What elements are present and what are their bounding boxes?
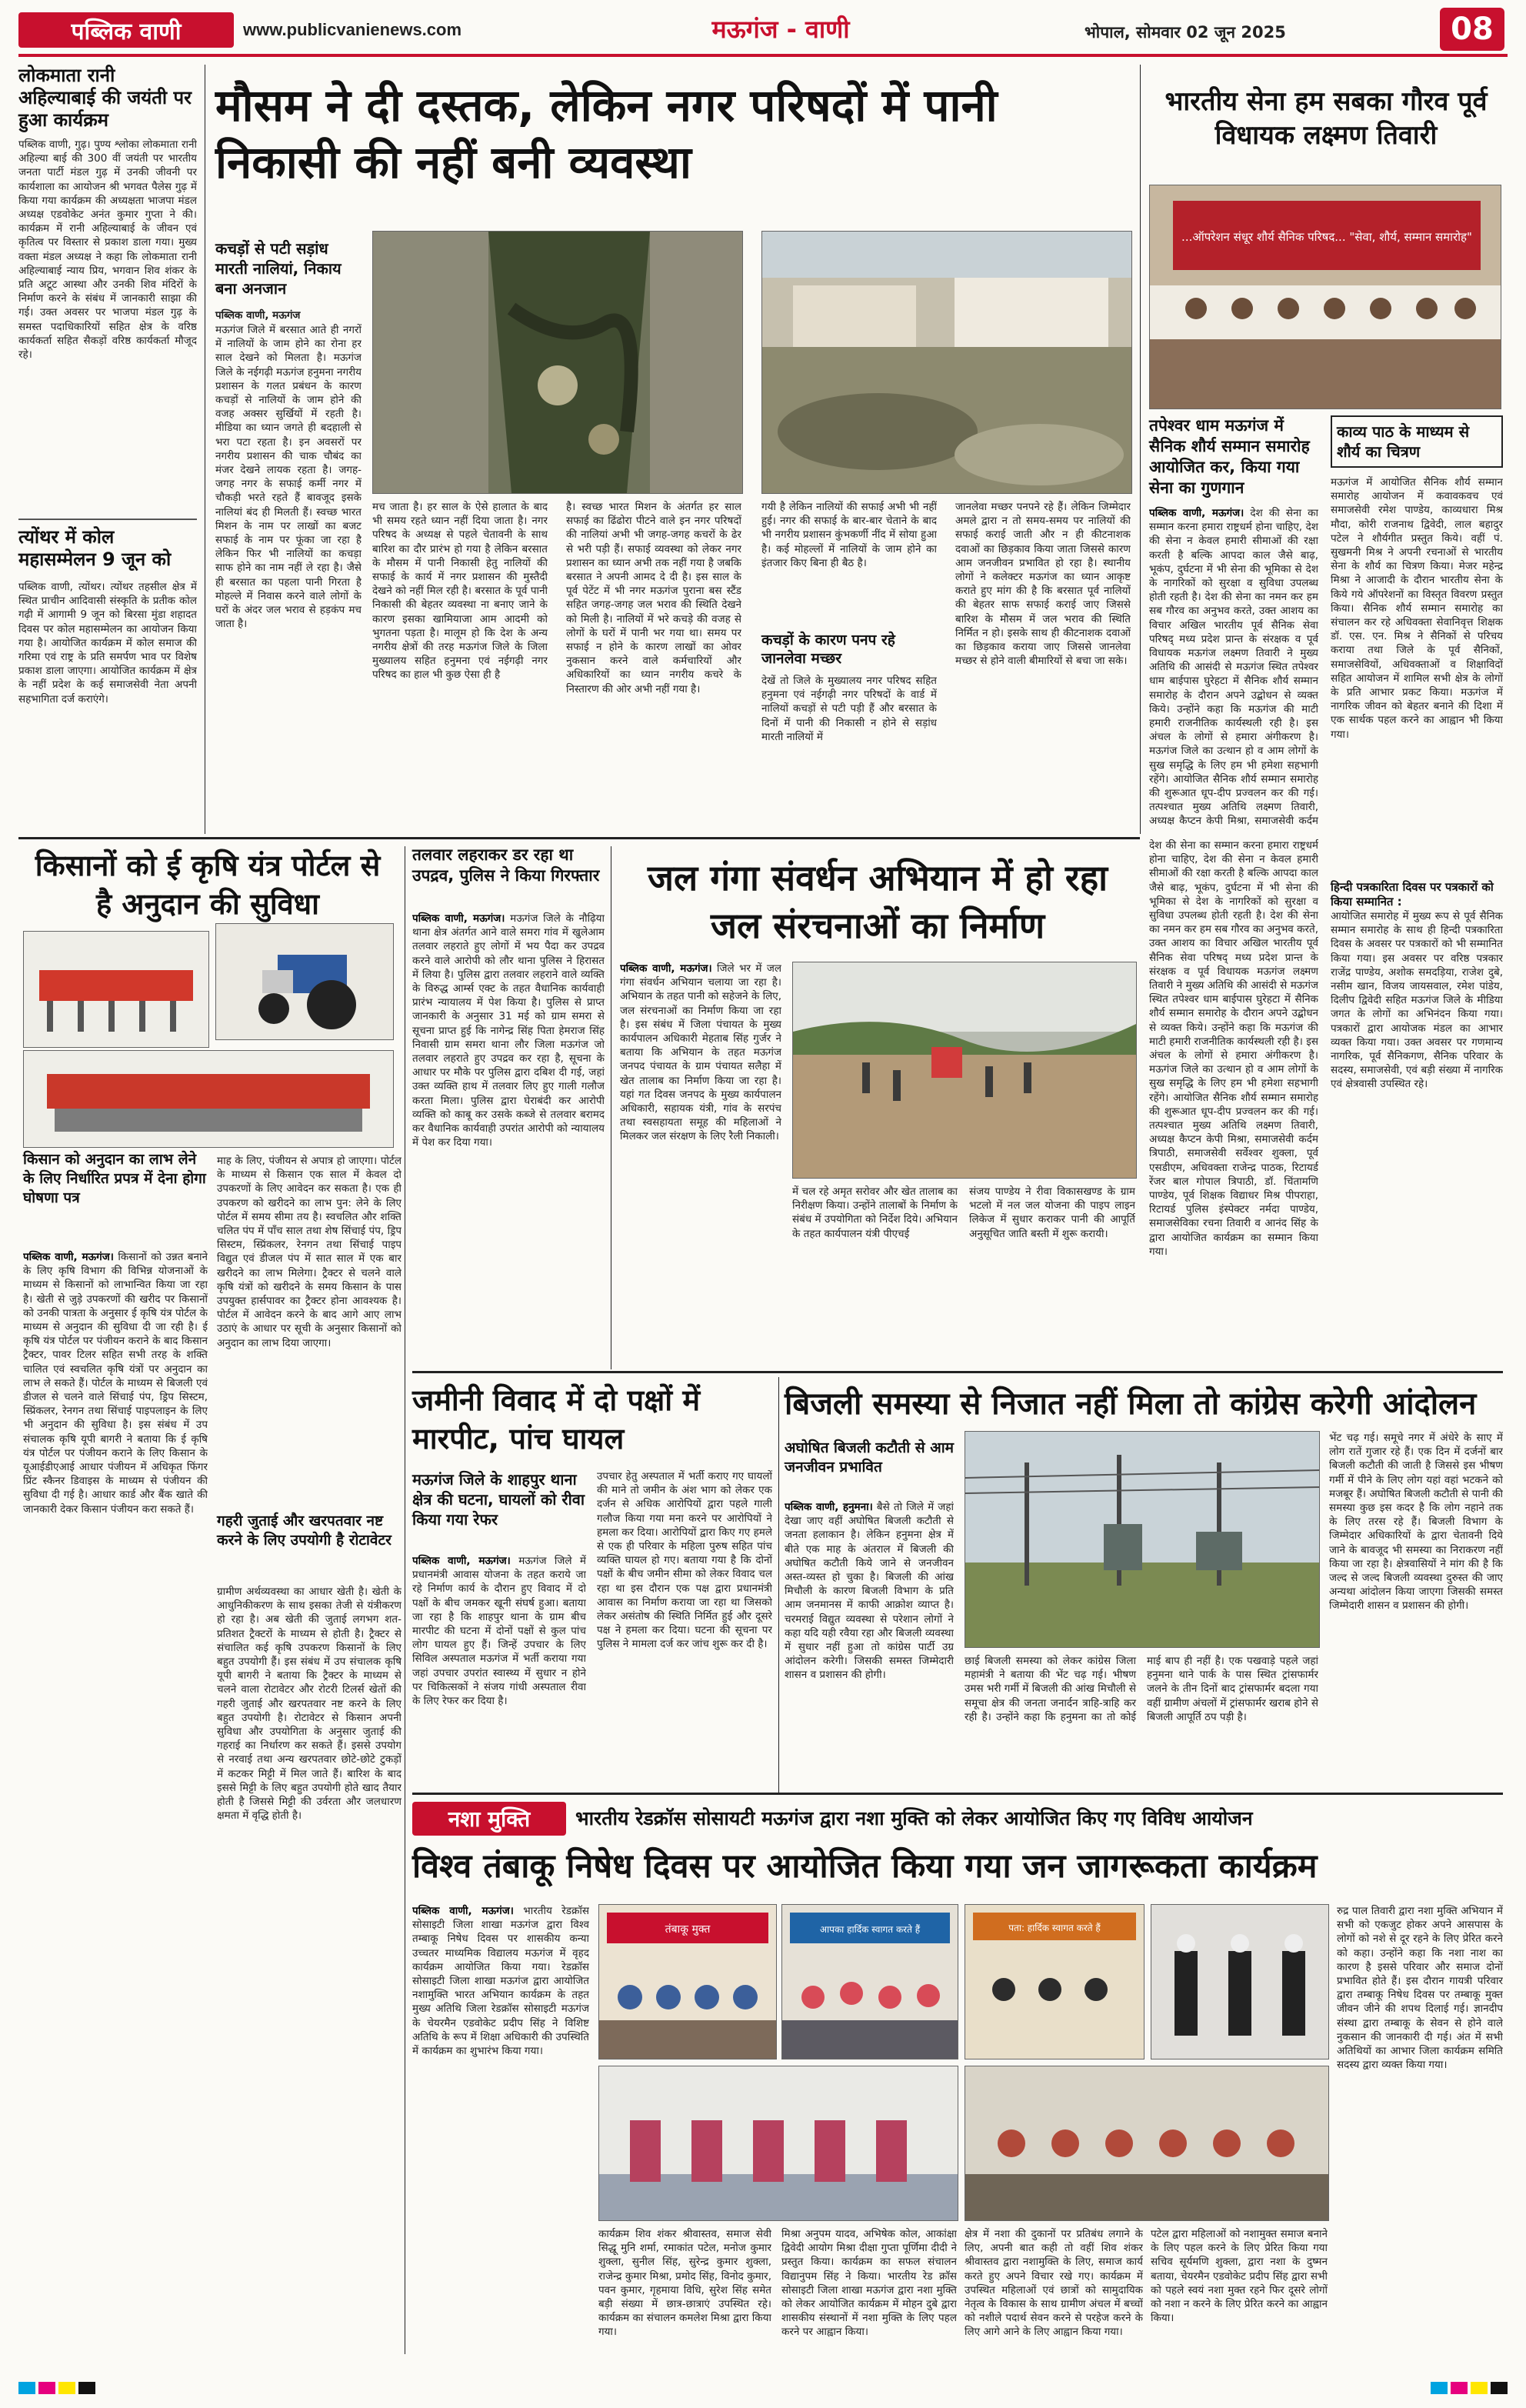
army-byline: पब्लिक वाणी, मऊगंज। (1149, 507, 1244, 519)
land-body-2: उपचार हेतु अस्पताल में भर्ती कराए गए घायलों की माने तो जमीन के अंश भाग को लेकर एक दर्जन से अधिक आरोपियों द्वारा पहले गाली गलौज किया गया मना करने पर आरोपियों ने हमला कर दिया। आरोपियों द्वारा किए गए हमले से एक ही परिवार के महिला पुरुष सहित पांच व्यक्ति घायल हो गए। बताया गया है कि दोनों पक्षों के बीच जमीन सीमा को लेकर विवाद चल रहा था इस दौरान एक पक्ष द्वारा प्रधानमंत्री आवास का निर्माण कराया जा रहा था जिसको लेकर असंतोष की स्थिति निर्मित हुई और दूसरे पक्ष ने हमला कर दिया। घटना की सूचना पर पुलिस ने मामला दर्ज कर जांच शुरू कर दी है। (597, 1470, 772, 1651)
lead-col-2: मच जाता है। हर साल के ऐसे हालात के बाद भी समय रहते ध्यान नहीं दिया जाता है। नगर परिषद के अध्यक्ष से पहले चेतावनी के साथ बारिश का दौर प्रारंभ हो गया है लेकिन बरसात के मौसम में पानी निकासी हेतु नालियों की सफाई के कार्य में नगर प्रशासन की मुस्तैदी देखने को नहीं मिल रही है। बरसात के पूर्व पानी निकासी की बेहतर व्यवस्था ना बनाए जाने के कारण इसका खामियाजा आम आदमी को भुगतना पड़ता है। मालूम हो कि देश के अन्य नगरीय क्षेत्रों की तरह मऊगंज जिले के जिला मुख्यालय सहित हनुमना एवं नईगढ़ी नगर परिषद का हाल भी कुछ ऐसा ही है (372, 501, 548, 682)
story-body: पब्लिक वाणी, गुढ़। पुण्य श्लोका लोकमाता रानी अहिल्या बाई की 300 वीं जयंती पर भारतीय जनता पार्टी मंडल गुढ़ में उनकी जीवनी पर कार्यशाला का आयोजन श्री भगवत पैलेस गुढ़ में किया गया कार्यक्रम की अध्यक्षता भाजपा मंडल अध्यक्ष एडवोकेट अनंत कुमार गुप्ता ने की। कार्यक्रम में रानी अहिल्याबाई के जीवन एवं कृतित्व पर विस्तार से प्रकाश डाला गया। मुख्य वक्ता मंडल अध्यक्ष ने कहा कि लोकमाता रानी अहिल्याबाई न्याय प्रिय, भगवान शिव शंकर के प्रति अटूट आस्था और उनकी शिव मंदिरों के निर्माण करने के संबंध में जानकारी साझा की गई। उक्त अवसर पर भाजपा मंडल गुढ़ के समस्त पदाधिकारियों सहित क्षेत्र के वरिष्ठ कार्यकर्ता सहित सैकड़ों वरिष्ठ कार्यकर्ता मौजूद रहे। (18, 138, 197, 362)
krishi-body-2: माह के लिए, पंजीयन से अपात्र हो जाएगा। पोर्टल के माध्यम से किसान एक साल में केवल दो उपकरणों के लिए आवेदन कर सकता है। एक ही उपकरण को खरीदने का लाभ पुन: लेने के लिए पोर्टल में समय सीमा तय है। स्वचलित और शक्ति चलित पंप में पाँच साल तथा शेष सिंचाई पंप, ड्रिप सिस्टम, स्प्रिंकलर, रेनगन तथा सिंचाई पाइप विद्युत एवं डीजल पंप में सात साल में एक बार खरीदने का लाभ मिलेगा। ट्रैक्टर से चलने वाले कृषि यंत्रों को खरीदने के समय किसान के पास उपयुक्त हार्सपावर का ट्रैक्टर होना आवश्यक है। पोर्टल में आवेदन करने के बाद आगे आए लाभ उठाएं के आधार पर सूची के अनुसार किसानों को अनुदान का लाभ दिया जाएगा। (217, 1155, 401, 1349)
jal-body-3: संजय पाण्डेय ने रीवा विकासखण्ड के ग्राम भटलो में नल जल योजना की पाइप लाइन लिकेज में सुधार कराकर पानी की आपूर्ति अनुसूचित जाति बस्ती में शुरू करायी। (969, 1186, 1135, 1240)
army-headline: भारतीय सेना हम सबका गौरव पूर्व विधायक लक्ष्मण तिवारी (1164, 86, 1488, 151)
sword-byline: पब्लिक वाणी, मऊगंज। (412, 912, 505, 925)
army-kicker: तपेश्वर धाम मऊगंज में सैनिक शौर्य सम्मान समारोह आयोजित कर, किया गया सेना का गुणगान (1149, 416, 1310, 497)
lead-col-1: मऊगंज जिले में बरसात आते ही नगरों में नालियों के जाम होने का रोना हर साल देखने को मिलता है। मऊगंज जिले के नईगढ़ी मऊगंज हनुमना नगरीय प्रशासन के गलत प्रबंधन के कारण कचड़ों से नालियों के जाम होने की वजह अक्सर सुर्खियों में रहती है। मीडिया का ध्यान जगते ही बदहाली से भरा पटा रहता है। इन अवसरों पर नगरीय प्रशासन की चाक चौबंद का मंजर देखने लायक रहता है। जगह-जगह नगर के सफाई कर्मी नगर में चौकड़ी भरते रहते हैं बावजूद इसके नालियां बंद ही मिलती हैं। स्वच्छ भारत मिशन के नाम पर लाखों का बजट सफाई के नाम पर फूंका जा रहा है लेकिन फिर भी नालियों का कचड़ा साफ होने का नाम नहीं ले रहा है। जैसे ही बरसात का पहला पानी गिरता है मोहल्ले में निवास करने वाले लोगों के घरों के अंदर जल भराव से हड़कंप मच जाता है। (215, 324, 362, 631)
cmyk-marks-right (1431, 2382, 1511, 2397)
nasha-body-3: मिश्रा अनुपम यादव, अभिषेक कोल, आकांक्षा द्विवेदी आयोग मिश्रा दीक्षा गुप्ता पूर्णिमा दीदी ने प्रस्तुत किया। कार्यक्रम का सफल संचालन विद्यानुपम सिंह ने किया। भारतीय रेड क्रॉस सोसाइटी जिला शाखा मऊगंज द्वारा नशा मुक्ति को लेकर आयोजित कार्यक्रम में मोहन दुबे द्वारा शासकीय संस्थानों में नशा मुक्ति के लिए पहल करने पर आह्वान किया। (781, 2228, 957, 2339)
jal-body-2: में चल रहे अमृत सरोवर और खेत तालाब का निरीक्षण किया। उन्होंने तालाबों के निर्माण के संबंध में उपयोगिता को निर्देश दिये। अभियान के तहत कार्यपालन यंत्री पीएचई (792, 1186, 958, 1240)
lead-headline: मौसम ने दी दस्तक, लेकिन नगर परिषदों में पानी निकासी की नहीं बनी व्यवस्था (215, 79, 998, 188)
lead-kicker: कचड़ों से पटी सड़ांध मारती नालियां, निकाय बना अनजान (215, 239, 342, 298)
nasha-byline: पब्लिक वाणी, मऊगंज। (412, 1905, 514, 1917)
cmyk-marks (18, 2382, 98, 2397)
krishi-subhead: गहरी जुताई और खरपतवार नष्ट करने के लिए उपयोगी है रोटावेटर (217, 1513, 391, 1549)
lead-col-3: है। स्वच्छ भारत मिशन के अंतर्गत हर साल सफाई का ढिंढोरा पीटने वाले इन नगर परिषदों की नालियां अभी भी जगह-जगह कचरों के ढेर से भरी पड़ी हैं। सफाई व्यवस्था को लेकर नगर प्रशासन का ध्यान अभी तक नहीं गया है जबकि बरसात ने अपनी आमद दे दी है। इस साल के पूर्व पेटेंट में भी नगर मऊगंज पुराना बस स्टैंड सहित जगह-जगह जल भराव की स्थिति देखने को मिली है। नालियों में भरे कचड़े की वजह से लोगों के घरों में पानी भर गया था। समय पर सफाई न होने के कारण लाखों का ओवर नुकसान करने वाले कर्मचारियों और अधिकारियों का ध्यान नगरीय कचरे के निस्तारण की ओर अभी नहीं गया है। (566, 501, 741, 695)
land-body-1-text: मऊगंज जिले में प्रधानमंत्री आवास योजना के तहत कराये जा रहे निर्माण कार्य के दौरान हुए विवाद में दो पक्षों के बीच जमकर खूनी संघर्ष हुआ। बताया जा रहा है कि शाहपुर थाना के ग्राम बीच मारपीट की घटना में दोनों पक्षों से कुल पांच लोग घायल हुए हैं। जिन्हें उपचार के लिए सिविल अस्पताल मऊगंज में भर्ती कराया गया जहां उपचार उपरांत स्वास्थ्य में सुधार न होने पर चिकित्सकों ने संजय गांधी अस्पताल रीवा के लिए रेफर कर दिया है। (412, 1555, 586, 1708)
photo-2-banner: आपका हार्दिक स्वागत करते हैं (819, 1924, 921, 1935)
lead-subhead: कचड़ों के कारण पनप रहे जानलेवा मच्छर (761, 632, 895, 667)
cmyk-black (78, 2382, 95, 2394)
krishi-photo-tractor (215, 923, 394, 1040)
col-divider (778, 1377, 779, 1793)
army-col-2 (1331, 415, 1503, 1508)
garbage-photo-art (762, 232, 1131, 493)
cmyk-yellow (1471, 2382, 1488, 2394)
nasha-body-2: कार्यक्रम शिव शंकर श्रीवास्तव, समाज सेवी सिद्धू मुनि शर्मा, रमाकांत पटेल, मनोज कुमार शुक्ला, सुनील सिंह, सुरेन्द्र कुमार शुक्ला, राजेन्द्र कुमार मिश्रा, प्रमोद सिंह, विनोद कुमार, पवन कुमार, गृहमाया विधि, सुरेश सिंह समेत बड़ी संख्या में छात्र-छात्राएं उपस्थित रहे। कार्यक्रम का संचालन कमलेश मिश्रा द्वारा किया गया। (598, 2228, 771, 2339)
cmyk-cyan (1431, 2382, 1448, 2394)
bijli-body-2: छाई बिजली समस्या को लेकर कांग्रेस जिला महामंत्री ने बताया की भेंट चढ़ गई। भीषण उमस भरी गर्मी में बिजली की आंख मिचौली से समूचा क्षेत्र की जनता जनार्दन त्राहि-त्राहि कर रही है। उन्होंने कहा कि हनुमना का तो कोई माई बाप ही नहीं है। एक पखवाड़े पहले जहां हनुमना थाने पार्क के पास स्थित ट्रांसफार्मर जलने के तीन दिनों बाद ट्रांसफार्मर बदला गया वहीं ग्रामीण अंचलों में ट्रांसफार्मर खराब होने से बिजली आपूर्ति ठप पड़ी है। (965, 1655, 1318, 1723)
lead-col-4 (761, 500, 937, 823)
cmyk-black (1491, 2382, 1508, 2394)
army-photo-art (1150, 185, 1501, 409)
krishi-byline: पब्लिक वाणी, मऊगंज। (23, 1251, 114, 1263)
brand-box (18, 12, 234, 48)
lead-col-4-text: गयी है लेकिन नालियों की सफाई अभी भी नहीं हुई। नगर की सफाई के बार-बार चेताने के बाद भी नगरीय प्रशासन कुंभकर्णी नींद में सोया हुआ है। कई मोहल्लों में नालियों के जाम होने का इंतजार किए बिना ही बैठ है। (761, 501, 937, 569)
bijli-body-1-text: बैसे तो जिले में जहां देखा जाए वहीं अघोषित बिजली कटौती से जनता हलाकान है। लेकिन हनुमना क्षेत्र में बीते एक माह के अंतराल में बिजली की अघोषित कटौती किये जाने से जनजीवन अस्त-व्यस्त हो चुका है। बिजली की आंख मिचौली के कारण बिजली विभाग के प्रति आम जनमानस में काफी आक्रोश व्याप्त है। चरमराई विद्युत व्यवस्था से परेशान लोगों ने कहा यदि यही रवैया रहा और बिजली व्यवस्था में सुधार नहीं हुआ तो कांग्रेस पार्टी उग्र आंदोलन करेगी। जिसकी समस्त जिम्मेदारी शासन व प्रशासन की होगी। (785, 1501, 954, 1682)
nasha-body-5: पटेल द्वारा महिलाओं को नशामुक्त समाज बनाने के लिए पहल करने के लिए प्रेरित किया गया सचिव सूर्यमणि शुक्ला, द्वारा नशा के दुष्मन बताया, चेयरमैन एडवोकेट प्रदीप सिंह द्वारा सभी को पहले स्वयं नशा मुक्त रहने फिर दूसरे लोगों को नशा न करने के लिए प्रेरित करने का आह्वान किया। (1151, 2228, 1328, 2325)
nasha-photo-1-art (599, 1905, 776, 2059)
army-photo (1149, 185, 1501, 409)
transformer-art (965, 1432, 1319, 1647)
cmyk-yellow (58, 2382, 75, 2394)
story-heading: त्योंथर में कोल महासम्मेलन 9 जून को (18, 526, 172, 570)
land-byline: पब्लिक वाणी, मऊगंज। (412, 1555, 511, 1567)
bijli-byline: पब्लिक वाणी, हनुमना। (785, 1501, 873, 1513)
jal-photo-art (793, 962, 1136, 1178)
krishi-photo-equipment (23, 931, 209, 1048)
story-body: पब्लिक वाणी, त्योंथर। त्योंथर तहसील क्षेत्र में स्थित प्राचीन आदिवासी संस्कृति के प्रतीक कोल गढ़ी में आगामी 9 जून को बिरसा मुंडा शहादत दिवस पर कोल महासम्मेलन का आयोजन किया गया है। आयोजित कार्यक्रम में कोल समाज की गरिमा एवं राष्ट्र के प्रति समर्पण भाव पर विशेष प्रकाश डाला जाएगा। आयोजित कार्यक्रम में क्षेत्र के नहीं प्रदेश के कई समाजसेवी नेता अपनी सहभागिता दर्ज कराएंगे। (18, 581, 197, 705)
bijli-body-3: भेंट चढ़ गई। समूचे नगर में अंधेरे के साए में लोग रातें गुजार रहे हैं। एक दिन में दर्जनों बार बिजली कटौती की जाती है जिससे इस भीषण गर्मी में पीने के लिए लोग यहां वहां भटकने को मजबूर हैं। अघोषित बिजली कटौती से पानी की समस्या कुछ इस कदर है कि लोग नहाने तक के लिए तरस रहे हैं। बिजली विभाग के जिम्मेदार अधिकारियों के द्वारा चेतावनी दिये जाने के बावजूद भी समस्या का निराकरण नहीं किया जा रहा है। क्षेत्रवासियों ने मांग की है कि जल्द से जल्द बिजली व्यवस्था दुरुस्त की जाए अन्यथा आंदोलन किया जाएगा जिसकी समस्त जिम्मेदारी शासन व प्रशासन की होगी। (1329, 1432, 1503, 1613)
nasha-photo-1 (598, 1904, 777, 2059)
land-kicker: मऊगंज जिले के शाहपुर थाना क्षेत्र की घटना, घायलों को रीवा किया गया रेफर (412, 1470, 585, 1529)
nasha-photo-4 (965, 1904, 1144, 2059)
col-divider (1140, 65, 1141, 834)
drain-photo-art (373, 232, 742, 493)
left-col-story-1 (18, 65, 197, 834)
nasha-photo-4-art (965, 1905, 1144, 2059)
page-number-text: 08 (1451, 12, 1494, 47)
lead-photo-drain (372, 231, 743, 494)
equipment-art (24, 932, 208, 1047)
jal-photo (792, 962, 1137, 1179)
army-subhead-press: हिन्दी पत्रकारिता दिवस पर पत्रकारों को किया सम्मानित : (1331, 880, 1494, 909)
army-subhead-poetry-text: काव्य पाठ के माध्यम से शौर्य का चित्रण (1337, 422, 1470, 461)
masthead-rule (18, 54, 1508, 57)
site-url[interactable]: www.publicvanienews.com (243, 20, 462, 39)
army-col-1-continued: देश की सेना का सम्मान करना हमारा राष्ट्रधर्म होना चाहिए, देश की सेना न केवल हमारी सीमाओं की रक्षा करती है बल्कि आपदा काल जैसे बाढ़, भूकंप, दुर्घटना में भी सेना की भूमिका से देश के नागरिकों को सुरक्षा व सुविधा उपलब्ध होती रहती है। देश की सेना का नमन कर हम सब गौरव का अनुभव करते, उक्त आशय का विचार अखिल भारतीय पूर्व सैनिक सेवा परिषद् मध्य प्रदेश प्रान्त के संरक्षक व पूर्व विधायक मऊगंज लक्ष्मण तिवारी ने मुख्य अतिथि की आसंदी से मऊगंज स्थित तपेश्वर धाम बाईपास घुरेहटा में सैनिक शौर्य सम्मान समारोह के दौरान अपने उद्बोधन से व्यक्त किये। उन्होंने कहा कि मऊगंज की माटी हमारी राजनीतिक कार्यस्थली रही है। इस अंचल के लोगों से हमारा अंगीकरण है। मऊगंज जिले का उत्थान हो व आम लोगों के सुख समृद्धि के लिए हम भी हमेशा सहभागी रहेंगे। आयोजित सैनिक शौर्य सम्मान समारोह की शुरूआत धूप-दीप प्रज्वलन कर की गई। तत्पश्चात मुख्य अतिथि लक्ष्मण तिवारी, अध्यक्ष कैप्टन केपी मिश्रा, समाजसेवी कर्दम त्रिपाठी, समाजसेवी सर्वेश्वर शुक्ला, पूर्व एसडीएम, अधिवक्ता राजेन्द्र पाठक, रिटायर्ड रेंजर बाल गोपाल त्रिपाठी, डॉ. चिंतामणि पाण्डेय, पूर्व शिक्षक विद्याधर मिश्र पीपराहा, रिटायर्ड पुलिस इंस्पेक्टर नर्मदा पाण्डेय, समाजसेविका रचना तिवारी व आनंद सिंह के द्वारा आयोजित कार्यक्रम का सम्मान किया गया। (1149, 839, 1318, 1258)
nasha-headline: विश्व तंबाकू निषेध दिवस पर आयोजित किया गया जन जागरूकता कार्यक्रम (412, 1847, 1318, 1886)
krishi-body-1-text: किसानों को उन्नत बनाने के लिए कृषि विभाग की विभिन्न योजनाओं के माध्यम से किसानों को लाभान्वित किया जा रहा है। खेती से जुड़े उपकरणों की खरीद पर किसानों को उनकी पात्रता के अनुसार ई कृषि यंत्र पोर्टल के माध्यम से अनुदान की सुविधा दी जा रही है। ई कृषि यंत्र पोर्टल पर पंजीयन कराने के बाद किसान ट्रैक्टर, पावर टिलर सहित सभी तरह के शक्ति चालित एवं स्वचलित कृषि यंत्रों पर अनुदान का लाभ ले सकते हैं। पोर्टल के माध्यम से बिजली एवं डीजल से चलने वाले सिंचाई पंप, ड्रिप सिस्टम, स्प्रिंकलर, रेनगन तथा सिंचाई पाइपलाइन के लिए भी अनुदान की सुविधा है। इस संबंध में उप संचालक कृषि यूपी बागरी ने बताया कि ई कृषि यंत्र पोर्टल पर पंजीयन कराने के लिए किसान के यूआईडीएआई आधार पंजीयन में अधिकृत फिंगर प्रिंट स्कैनर डिवाइस के माध्यम से पंजीयन की सुविधा दी गई है। आधार कार्ड और बैंक खाते की जानकारी देकर किसान पंजीयन करा सकते हैं। (23, 1251, 208, 1516)
jal-body-1 (620, 962, 781, 1362)
cmyk-magenta (1451, 2382, 1468, 2394)
nasha-body-1-text: भारतीय रेडक्रॉस सोसाइटी जिला शाखा मऊगंज द्वारा विश्व तम्बाकू निषेध दिवस पर शासकीय कन्या उच्चतर माध्यमिक विद्यालय मऊगंज में वृहद कार्यक्रम आयोजित किया गया। रेडक्रॉस सोसाइटी जिला शाखा मऊगंज द्वारा आयोजित नशामुक्ति भारत अभियान कार्यक्रम के तहत मुख्य अतिथि जिला रेडक्रॉस सोसाइटी मऊगंज के चेयरमैन एडवोकेट प्रदीप सिंह ने विशिष्ट अतिथि के रूप में शिक्षा अधिकारी की उपस्थिति में कार्यक्रम का शुभारंभ किया गया। (412, 1905, 589, 2058)
row-rule (412, 1793, 1503, 1795)
lead-col-4-text-b: देखें तो जिले के मुख्यालय नगर परिषद सहित हनुमना एवं नईगढ़ी नगर परिषदों के वार्ड में नालियों कचड़ों से पटी पड़ी हैं और बरसात के दिनों में पानी की निकासी न होने से सड़ांध मारती नालियों में (761, 675, 937, 743)
bijli-photo (965, 1431, 1320, 1648)
lead-col-5: जानलेवा मच्छर पनपने रहे हैं। लेकिन जिम्मेदार अमले द्वारा न तो समय-समय पर नालियों की सफाई कराई जाती और न ही कीटनाशक दवाओं का छिड़काव किया जाता जिससे कारण आम जनजीवन प्रभावित हो रहा है। स्थानीय लोगों ने कलेक्टर मऊगंज का ध्यान आकृष्ट कराते हुए मांग की है कि बरसात पूर्व नालियों की बेहतर साफ सफाई कराई जाए जिससे बारिश के मौसम में जल भराव की स्थिति निर्मित न हो। इसके साथ ही कीटनाशक दवाओं का छिड़काव कराया जाए जिससे जानलेवा मच्छर से होने वाली बीमारियों से बचा जा सके। (955, 501, 1131, 668)
sword-headline: तलवार लहराकर डर रहा था उपद्रव, पुलिस ने किया गिरफ्तार (412, 845, 600, 885)
army-body-1 (1149, 506, 1318, 829)
photo-1-banner: तंबाकू मुक्त (665, 1923, 711, 1936)
jal-headline: जल गंगा संवर्धन अभियान में हो रहा जल संरचनाओं का निर्माण (647, 857, 1108, 946)
divider (18, 519, 197, 520)
nasha-body-1 (412, 1904, 589, 2366)
nasha-strap: भारतीय रेडक्रॉस सोसायटी मऊगंज द्वारा नशा मुक्ति को लेकर आयोजित किए गए विविध आयोजन (575, 1807, 1253, 1829)
lead-byline: पब्लिक वाणी, मऊगंज (215, 309, 301, 322)
bijli-headline: बिजली समस्या से निजात नहीं मिला तो कांग्रेस करेगी आंदोलन (785, 1386, 1477, 1422)
page-number (1440, 8, 1504, 51)
army-banner-text: ...ऑपरेशन संधूर शौर्य सैनिक परिषद... "सेवा, शौर्य, सम्मान समारोह" (1181, 230, 1472, 244)
tiller-art (24, 1051, 393, 1147)
lead-photo-garbage (761, 231, 1132, 494)
story-heading: लोकमाता रानी अहिल्याबाई की जयंती पर हुआ कार्यक्रम (18, 65, 192, 131)
bijli-kicker: अघोषित बिजली कटौती से आम जनजीवन प्रभावित (785, 1439, 954, 1476)
army-body-2: मऊगंज में आयोजित सैनिक शौर्य सम्मान समारोह आयोजन में कवावकवच एवं समाजसेवी रमेश पाण्डेय, काव्यधारा मिश्र मौदा, कोरी राजनाथ द्विवेदी, लाल बहादुर पटेल ने शौर्यगीत प्रस्तुत किये। वहीं पं. सुखमनी मिश्र ने अपनी रचनाओं से भारतीय सेना के शौर्य का चित्रण किया। मेजर महेन्द्र मिश्रा ने आजादी के दौरान भारतीय सेना के किये गये ऑपरेशनों का विस्तृत विवरण प्रस्तुत किया। सैनिक शौर्य सम्मान समारोह का संचालन कर रहे अधिवक्ता सेवानिवृत्त शिक्षक डॉ. एस. एन. मिश्र ने सैनिकों से परिचय कराया तथा जिले के पूर्व सैनिकों, समाजसेवियों, अधिवक्ताओं व शिक्षाविदों सहित आयोजन में शामिल सभी क्षेत्र के लोगों के प्रति आभार प्रकट किया। मऊगंज में नागरिक जीवन को बेहतर बनाने की दिशा में एक सार्थक पहल करने का आह्वान भी किया गया। (1331, 476, 1503, 741)
photo-4-banner: पता: हार्दिक स्वागत करते हैं (1008, 1923, 1101, 1933)
jal-byline: पब्लिक वाणी, मऊगंज। (620, 962, 712, 975)
dateline: भोपाल, सोमवार 02 जून 2025 (1085, 23, 1286, 42)
tractor-art (216, 924, 393, 1039)
brand-name: पब्लिक वाणी (71, 18, 182, 45)
sword-body (412, 912, 605, 1366)
nasha-tag-text: नशा मुक्ति (448, 1806, 531, 1832)
jal-body-1-text: जिले भर में जल गंगा संवर्धन अभियान चलाया जा रहा है। अभियान के तहत पानी को सहेजने के लिए, जल संरचनाओं का निर्माण किया जा रहा है। इस संबंध में जिला पंचायत के मुख्य कार्यपालन अधिकारी मेहताब सिंह गुर्जर ने बताया कि अभियान के तहत मऊगंज जनपद पंचायत के ग्राम पंचायत सलैहा में खेत तालाब का निर्माण किया जा रहा है। यहां गत दिवस जनपद के मुख्य कार्यपालन अधिकारी, सहायक यंत्री, गांव के सरपंच तथा स्वसहायता समूह की महिलाओं ने मिलकर जल संरक्षण के लिए रैली निकाली। (620, 962, 781, 1143)
krishi-body-1 (23, 1250, 208, 2350)
cmyk-magenta (38, 2382, 55, 2394)
lead-kicker-box (215, 238, 362, 322)
krishi-kicker: किसान को अनुदान का लाभ लेने के लिए निर्धारित प्रपत्र में देना होगा घोषणा पत्र (23, 1151, 206, 1206)
army-col-1 (1149, 415, 1318, 831)
land-body-1 (412, 1554, 586, 1785)
bijli-body-1 (785, 1500, 954, 1785)
nasha-photo-2-art (782, 1905, 958, 2059)
cmyk-cyan (18, 2382, 35, 2394)
krishi-photo-tiller (23, 1050, 394, 1148)
sword-body-text: मऊगंज जिले के नौढ़िया थाना क्षेत्र अंतर्गत आने वाले समरा गांव में खुलेआम तलवार लहराते हुए लोगों में भय पैदा कर उपद्रव करने वाले आरोपी को लौर थाना पुलिस ने हिरासत में लिया है। पुलिस द्वारा तलवार लहराने वाले व्यक्ति के विरुद्ध आर्म्स एक्ट के तहत वैधानिक कार्यवाही प्रारंभ न्यायालय में पेश किया है। पुलिस से प्राप्त जानकारी के अनुसार 31 मई को ग्राम समरा से सूचना प्राप्त हुई कि नागेन्द्र सिंह पिता हेमराज सिंह निवासी ग्राम समरा थाना लौर जिला मऊगंज जो तलवार लहराते हुए उपद्रव कर रहा है, सूचना के आधार पर मौके पर पुलिस द्वारा दबिश दी गई, जहां उक्त व्यक्ति हाथ में तलवार लिए हुए गाली गलौज करता मिला। पुलिस द्वारा घेराबंदी कर आरोपी व्यक्ति को काबू कर उसके कब्जे से तलवार बरामद कर वैधानिक कार्यवाही उपरांत आरोपी को न्यायालय में पेश कर दिया गया। (412, 912, 605, 1149)
nasha-photo-6 (965, 2066, 1329, 2221)
army-body-3: आयोजित समारोह में मुख्य रूप से पूर्व सैनिक सम्मान समारोह के साथ ही हिन्दी पत्रकारिता दिवस के अवसर पर पत्रकारों को भी सम्मानित किया गया। इस अवसर पर वरिष्ठ पत्रकार राजेंद्र पाण्डेय, अशोक समदड़िया, राजेश दुबे, नसीम खान, विजय जायसवाल, रमेश पांडेय, दिलीप द्विवेदी सहित मऊगंज जिले के मीडिया जगत के लोगों का अभिनंदन किया गया। पत्रकारों द्वारा आयोजक मंडल का आभार व्यक्त किया गया। उक्त अवसर पर गणमान्य नागरिक, पूर्व सैनिकगण, सैनिक परिवार के सदस्य, समाजसेवी, एवं बड़ी संख्या में नागरिक एवं क्षेत्रवासी उपस्थित रहे। (1331, 910, 1503, 1091)
nasha-body-4: क्षेत्र में नशा की दुकानों पर प्रतिबंध लगाने के लिए, अपनी बात कही तो वहीं शिव शंकर श्रीवास्तव द्वारा नशामुक्ति के लिए, समाज कार्य करते हुए अपने विचार रखे गए। कार्यक्रम में उपस्थित महिलाओं एवं छात्रों को सामुदायिक नेतृत्व के विकास के साथ ग्रामीण अंचल में बच्चों को नशीले पदार्थ सेवन करने से परहेज करने के लिए आगे आने के लिए आह्वान किया गया। (965, 2228, 1143, 2339)
nasha-body-6: रुद्र पाल तिवारी द्वारा नशा मुक्ति अभियान में सभी को एकजुट होकर अपने आसपास के लोगों को नशे से दूर रहने के लिए प्रेरित करने को कहा। उन्होंने कहा कि नशा नाश का कारण है इससे परिवार और समाज दोनों प्रभावित होते हैं। इस दौरान गायत्री परिवार द्वारा तम्बाकू निषेध दिवस पर तम्बाकू मुक्त जीवन जीने की शपथ दिलाई गई। ज्ञानदीप संस्था द्वारा तम्बाकू के सेवन से होने वाले नुकसान की जानकारी दी गई। अंत में सभी अतिथियों का आभार जिला कार्यक्रम समिति सदस्य द्वारा व्यक्त किया गया। (1337, 1905, 1503, 2072)
row-rule (412, 1371, 1503, 1373)
nasha-tag (412, 1802, 566, 1836)
nasha-photo-3 (598, 2066, 958, 2221)
army-subhead-poetry (1331, 415, 1503, 468)
nasha-photo-2 (781, 1904, 958, 2059)
army-body-1-text: देश की सेना का सम्मान करना हमारा राष्ट्रधर्म होना चाहिए, देश की सेना न केवल हमारी सीमाओं की रक्षा करती है बल्कि आपदा काल जैसे बाढ़, भूकंप, दुर्घटना में भी सेना की भूमिका से देश के नागरिकों को सुरक्षा व सुविधा उपलब्ध होती रहती है। देश की सेना का नमन कर हम सब गौरव का अनुभव करते, उक्त आशय का विचार अखिल भारतीय पूर्व सैनिक सेवा परिषद् मध्य प्रदेश प्रान्त के संरक्षक व पूर्व विधायक मऊगंज लक्ष्मण तिवारी ने मुख्य अतिथि की आसंदी से मऊगंज स्थित तपेश्वर धाम बाईपास घुरेहटा में सैनिक शौर्य सम्मान समारोह के दौरान अपने उद्बोधन से व्यक्त किये। उन्होंने कहा कि मऊगंज की माटी हमारी राजनीतिक कार्यस्थली रही है। इस अंचल के लोगों से हमारा अंगीकरण है। मऊगंज जिले का उत्थान हो व आम लोगों के सुख समृद्धि के लिए हम भी हमेशा सहभागी रहेंगे। आयोजित सैनिक शौर्य सम्मान समारोह की शुरूआत धूप-दीप प्रज्वलन कर की गई। तत्पश्चात मुख्य अतिथि लक्ष्मण तिवारी, अध्यक्ष कैप्टन केपी मिश्रा, समाजसेवी कर्दम (1149, 507, 1318, 828)
nasha-photo-5-art (1151, 1905, 1328, 2059)
section-title: मऊगंज - वाणी (711, 15, 850, 44)
nasha-photo-6-art (965, 2066, 1328, 2220)
nasha-photo-5 (1151, 1904, 1329, 2059)
krishi-headline: किसानों को ई कृषि यंत्र पोर्टल से है अनुदान की सुविधा (35, 849, 381, 921)
krishi-body-3: ग्रामीण अर्थव्यवस्था का आधार खेती है। खेती के आधुनिकीकरण के साथ इसका तेजी से यंत्रीकरण हो रहा है। अब खेती की जुताई लगभग शत-प्रतिशत ट्रैक्टरों के माध्यम से होती है। ट्रैक्टर से संचालित कई कृषि उपकरण किसानों के लिए बहुत उपयोगी हैं। इस संबंध में उप संचालक कृषि यूपी बागरी ने बताया कि ट्रैक्टर के माध्यम से चलने वाला रोटावेटर और रोटरी टिलर्स खेतों की गहरी जुताई और खरपतवार नष्ट करने के लिए बहुत उपयोगी है। रोटावेटर से किसान अपनी सुविधा और उपयोगिता के अनुसार जुताई की गहराई का निर्धारण कर सकते हैं। इससे उपयोग से नरवाई तथा अन्य खरपतवार छोटे-छोटे टुकड़ों में कटकर मिट्टी में मिल जाते हैं। बारिश के बाद इससे मिट्टी के लिए बहुत उपयोगी होते खाद तैयार होती है जिससे मिट्टी की उर्वरता और जलधारण क्षमता में वृद्धि होती है। (217, 1586, 401, 1823)
nasha-photo-3-art (599, 2066, 958, 2220)
row-rule (18, 837, 1140, 839)
land-headline: जमीनी विवाद में दो पक्षों में मारपीट, पांच घायल (412, 1383, 701, 1456)
